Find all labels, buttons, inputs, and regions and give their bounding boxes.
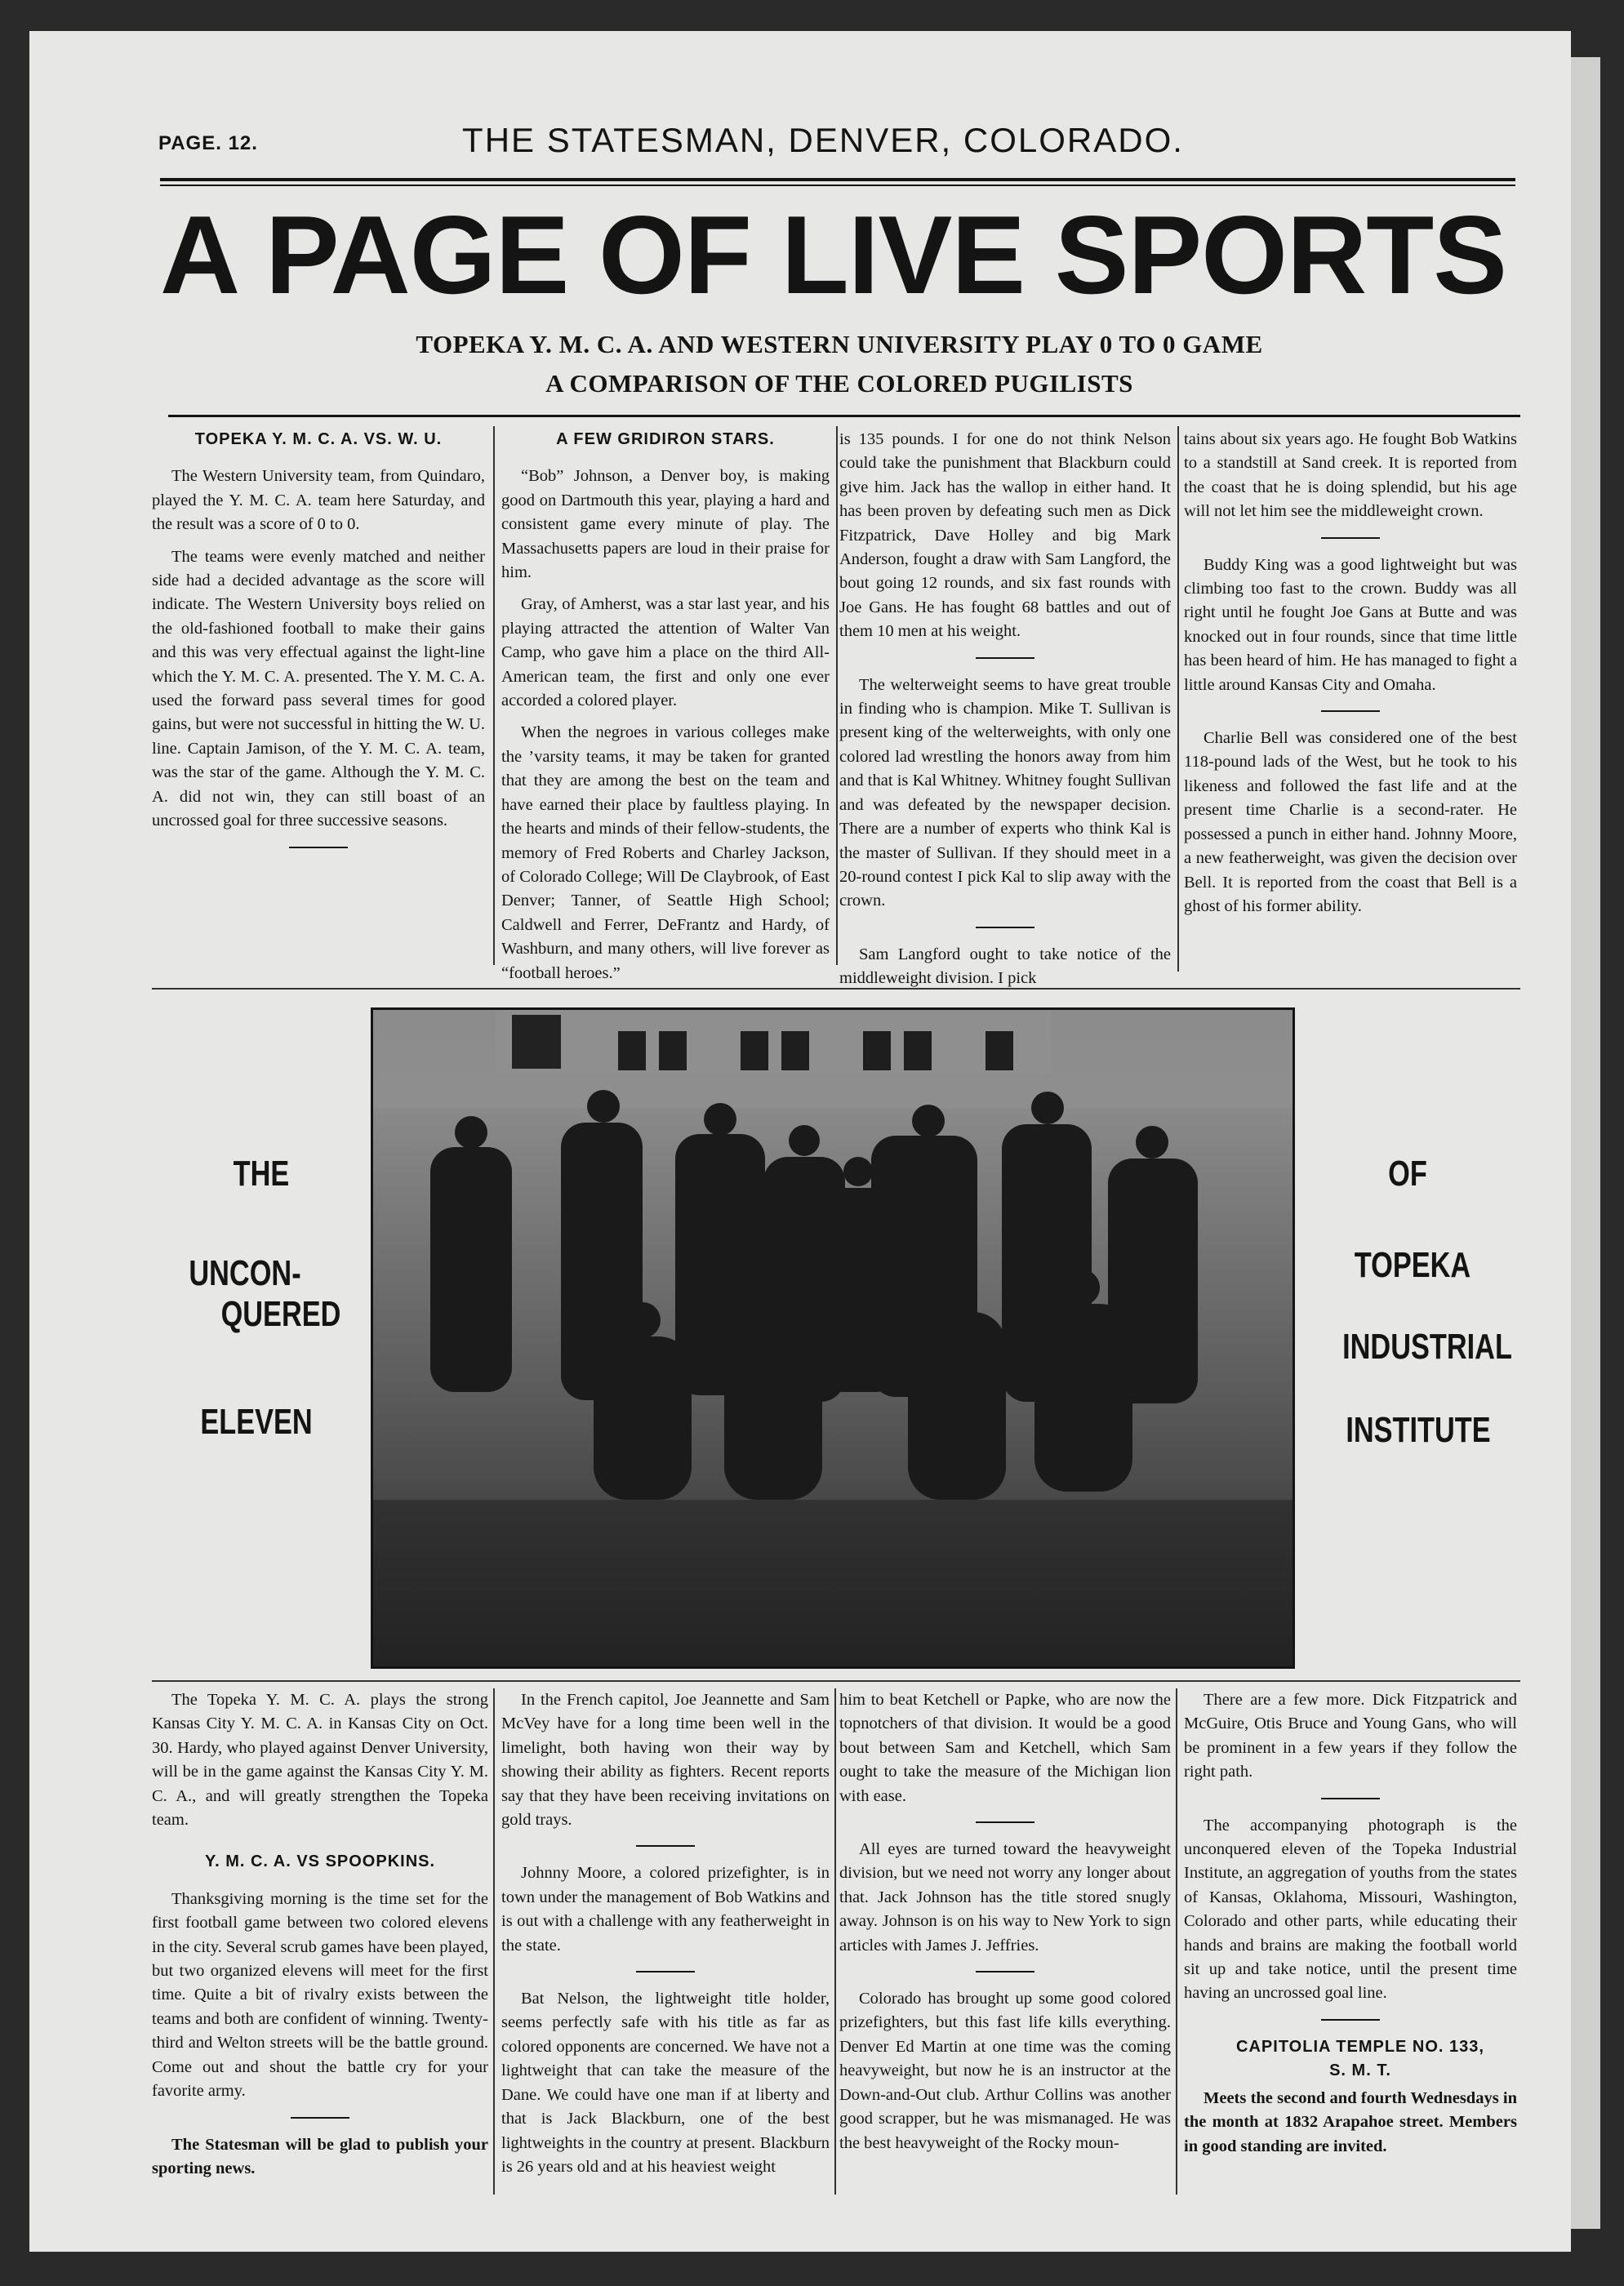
column-divider — [1176, 1688, 1177, 2195]
caption-left-line-4: ELEVEN — [200, 1402, 313, 1442]
article-paragraph: When the negroes in various colleges make the ’varsity teams, it may be taken for granted that they are among the best on the team and have earned their place by faultless playing. In the hearts and minds of their fellow-students, the memory of Fred Roberts and Charley Jackson, of Colorado College; Will De Claybrook, of East Denver; Tanner, of Seattle High School; Caldwell and Ferrer, DeFrantz and Hardy, of Washburn, and many others, will live forever as “football heroes.” — [501, 723, 830, 982]
page-headline: A PAGE OF LIVE SPORTS — [160, 193, 1506, 317]
bottom-column-3 — [839, 1688, 1171, 2175]
article-paragraph: The accompanying photograph is the unconquered eleven of the Topeka Industrial Institute, an aggregation of youths from the states of Kansas, Oklahoma, Missouri, Washington, Colorado and other parts, while educating their hands and brains are making the football world sit up and take notice, until the present time having an uncrossed goal line. — [1184, 1816, 1517, 2003]
caption-right-line-3: INDUSTRIAL — [1342, 1327, 1512, 1367]
top-column-2 — [501, 425, 830, 982]
column-divider — [493, 1688, 495, 2195]
article-paragraph: The Topeka Y. M. C. A. plays the strong Kansas City Y. M. C. A. in Kansas City on Oct. 30. Hardy, who played against Denver University, will be in the game against the Kansas City Y. M. C. A., and will greatly strengthen the Topeka team. — [152, 1691, 488, 1830]
team-photograph — [371, 1007, 1295, 1669]
notice-title: CAPITOLIA TEMPLE NO. 133, — [1236, 2037, 1484, 2056]
article-paragraph: Colorado has brought up some good colored prizefighters, but this fast life kills everything. Denver Ed Martin at one time was the coming heavyweight, but now he is an instructor at the Down-and-Out club. Arthur Collins was another good scrapper, but he was mismanaged. He was the best heavyweight of the Rocky moun- — [839, 1990, 1171, 2152]
page-edge — [1571, 57, 1600, 2229]
top-column-4 — [1184, 428, 1517, 972]
caption-left-line-3: QUERED — [220, 1294, 341, 1334]
section-dash — [976, 657, 1034, 659]
article-paragraph: him to beat Ketchell or Papke, who are now the topnotchers of that division. It would be a good bout between Sam and Ketchell, which Sam ought to take the measure of the Michigan lion with ease. — [839, 1691, 1171, 1805]
column-divider — [493, 426, 495, 965]
masthead-rule — [160, 178, 1515, 181]
section-dash — [636, 1971, 695, 1972]
column-heading: TOPEKA Y. M. C. A. VS. W. U. — [194, 430, 443, 448]
bottom-column-2 — [501, 1688, 830, 2175]
notice-subtitle: S. M. T. — [1329, 2061, 1391, 2080]
caption-right-line-4: INSTITUTE — [1346, 1410, 1491, 1450]
masthead — [129, 96, 1517, 159]
section-dash — [1321, 710, 1380, 712]
article-paragraph: Johnny Moore, a colored prizefighter, is in town under the management of Bob Watkins and is out with a challenge with any featherweight in the state. — [501, 1864, 830, 1955]
section-rule — [152, 988, 1520, 990]
notice-body: Meets the second and fourth Wednesdays in the month at 1832 Arapahoe street. Members in good standing are invited. — [1184, 2088, 1517, 2155]
article-paragraph: All eyes are turned toward the heavyweight division, but we need not worry any longer about that. Jack Johnson has the title stored snugly away. Johnson is on his way to New York to sign articles with James J. Jeffries. — [839, 1840, 1171, 1955]
article-paragraph: Sam Langford ought to take notice of the middleweight division. I pick — [839, 945, 1171, 988]
deck-line-1: TOPEKA Y. M. C. A. AND WESTERN UNIVERSITY PLAY 0 TO 0 GAME — [416, 330, 1263, 358]
photo-illustration — [373, 1010, 1293, 1666]
section-dash — [1321, 537, 1380, 539]
article-paragraph: Gray, of Amherst, was a star last year, and his playing attracted the attention of Walter Van Camp, who gave him a place on the third All-American team, the first and only one ever accorded a colored player. — [501, 595, 830, 710]
article-paragraph: is 135 pounds. I for one do not think Nelson could take the punishment that Blackburn could give him. Jack has the wallop in either hand. It has been proven by defeating such men as Dick Fitzpatrick, Dave Holley and big Mark Anderson, fought a draw with Sam Langford, the bout going 12 rounds, and six fast rounds with Joe Gans. He has fought 68 battles and out of them 10 men at his weight. — [839, 430, 1171, 641]
bottom-column-4 — [1184, 1688, 1517, 2175]
top-column-3 — [839, 428, 1171, 988]
article-paragraph: “Bob” Johnson, a Denver boy, is making good on Dartmouth this year, playing a hard and consistent game every minute of play. The Massachusetts papers are loud in their praise for him. — [501, 467, 830, 582]
page-number: PAGE. 12. — [158, 132, 258, 154]
top-column-1 — [152, 425, 485, 972]
section-dash — [976, 1821, 1034, 1823]
article-paragraph: Charlie Bell was considered one of the best 118-pound lads of the West, but he took to his likeness and followed the fast life and at the present time Charlie is a second-rater. He possessed a punch in either hand. Johnny Moore, a new featherweight, was given the decision over Bell. It is reported from the coast that Bell is a ghost of his former ability. — [1184, 729, 1517, 915]
deck-rule — [168, 415, 1520, 417]
paper-title: THE STATESMAN, DENVER, COLORADO. — [462, 121, 1184, 159]
article-paragraph: Bat Nelson, the lightweight title holder, seems perfectly safe with his title as far as colored opponents are concerned. We have not a lightweight that can take the measure of the Dane. We could have one man if at liberty and that is Jack Blackburn, one of the best lightweights in the country at present. Blackburn is 26 years old and at his heaviest weight — [501, 1990, 830, 2176]
column-heading: Y. M. C. A. VS SPOOPKINS. — [204, 1852, 436, 1871]
section-dash — [636, 1845, 695, 1847]
article-paragraph: The Western University team, from Quindaro, played the Y. M. C. A. team here Saturday, and the result was a score of 0 to 0. — [152, 467, 485, 534]
caption-left-line-1: THE — [233, 1154, 290, 1194]
bottom-column-1 — [152, 1688, 488, 2175]
caption-left-line-2: UNCON- — [189, 1253, 301, 1293]
section-dash — [976, 927, 1034, 928]
column-heading: A FEW GRIDIRON STARS. — [556, 430, 775, 448]
caption-right-line-2: TOPEKA — [1354, 1245, 1471, 1285]
deck-line-2: A COMPARISON OF THE COLORED PUGILISTS — [545, 369, 1133, 398]
article-paragraph: tains about six years ago. He fought Bob Watkins to a standstill at Sand creek. It is reported from the coast that he is doing splendid, but his age will not let him see the middleweight crown. — [1184, 430, 1517, 521]
section-dash — [1321, 2019, 1380, 2021]
section-dash — [289, 847, 348, 848]
caption-right-line-1: OF — [1388, 1154, 1427, 1194]
column-divider — [834, 1688, 836, 2195]
closing-notice: The Statesman will be glad to publish your sporting news. — [152, 2135, 488, 2177]
article-paragraph: In the French capitol, Joe Jeannette and Sam McVey have for a long time been well in the limelight, both having won their way by showing their ability as fighters. Recent reports say that they have been receiving invitations on gold trays. — [501, 1691, 830, 1830]
section-dash — [976, 1971, 1034, 1972]
article-paragraph: The welterweight seems to have great trouble in finding who is champion. Mike T. Sullivan is present king of the welterweights, with only one colored lad wrestling the honors away from him and that is Kal Whitney. Whitney fought Sullivan and was defeated by the newspaper decision. There are a number of experts who think Kal is the master of Sullivan. If they should meet in a 20-round contest I pick Kal to slip away with the crown. — [839, 675, 1171, 910]
column-divider — [1177, 426, 1179, 972]
article-paragraph: The teams were evenly matched and neither side had a decided advantage as the score will indicate. The Western University boys relied on the old-fashioned football to make their gains and this was very effectual against the light-line which the Y. M. C. A. presented. The Y. M. C. A. used the forward pass several times for good gains, but were not successful in hitting the W. U. line. Captain Jamison, of the Y. M. C. A. team, was the star of the game. Although the Y. M. C. A. did not win, they can still boast of an uncrossed goal for three successive seasons. — [152, 547, 485, 830]
column-divider — [836, 426, 838, 965]
article-paragraph: Thanksgiving morning is the time set for the first football game between two colored elevens in the city. Several scrub games have been played, but two organized elevens will meet for the first time. Quite a bit of rivalry exists between the teams and both are confident of winning. Twenty-third and Welton streets will be the battle ground. Come out and shout the battle cry for your favorite army. — [152, 1889, 488, 2101]
masthead-rule-thin — [160, 185, 1515, 186]
section-rule — [152, 1680, 1520, 1682]
article-paragraph: There are a few more. Dick Fitzpatrick and McGuire, Otis Bruce and Young Gans, who will be prominent in a few years if they follow the right path. — [1184, 1691, 1517, 1781]
section-dash — [1321, 1798, 1380, 1799]
article-paragraph: Buddy King was a good lightweight but was climbing too fast to the crown. Buddy was all right until he fought Joe Gans at Butte and was knocked out in four rounds, since that time little has been heard of him. He has managed to fight a little around Kansas City and Omaha. — [1184, 555, 1517, 694]
section-dash — [291, 2117, 349, 2119]
